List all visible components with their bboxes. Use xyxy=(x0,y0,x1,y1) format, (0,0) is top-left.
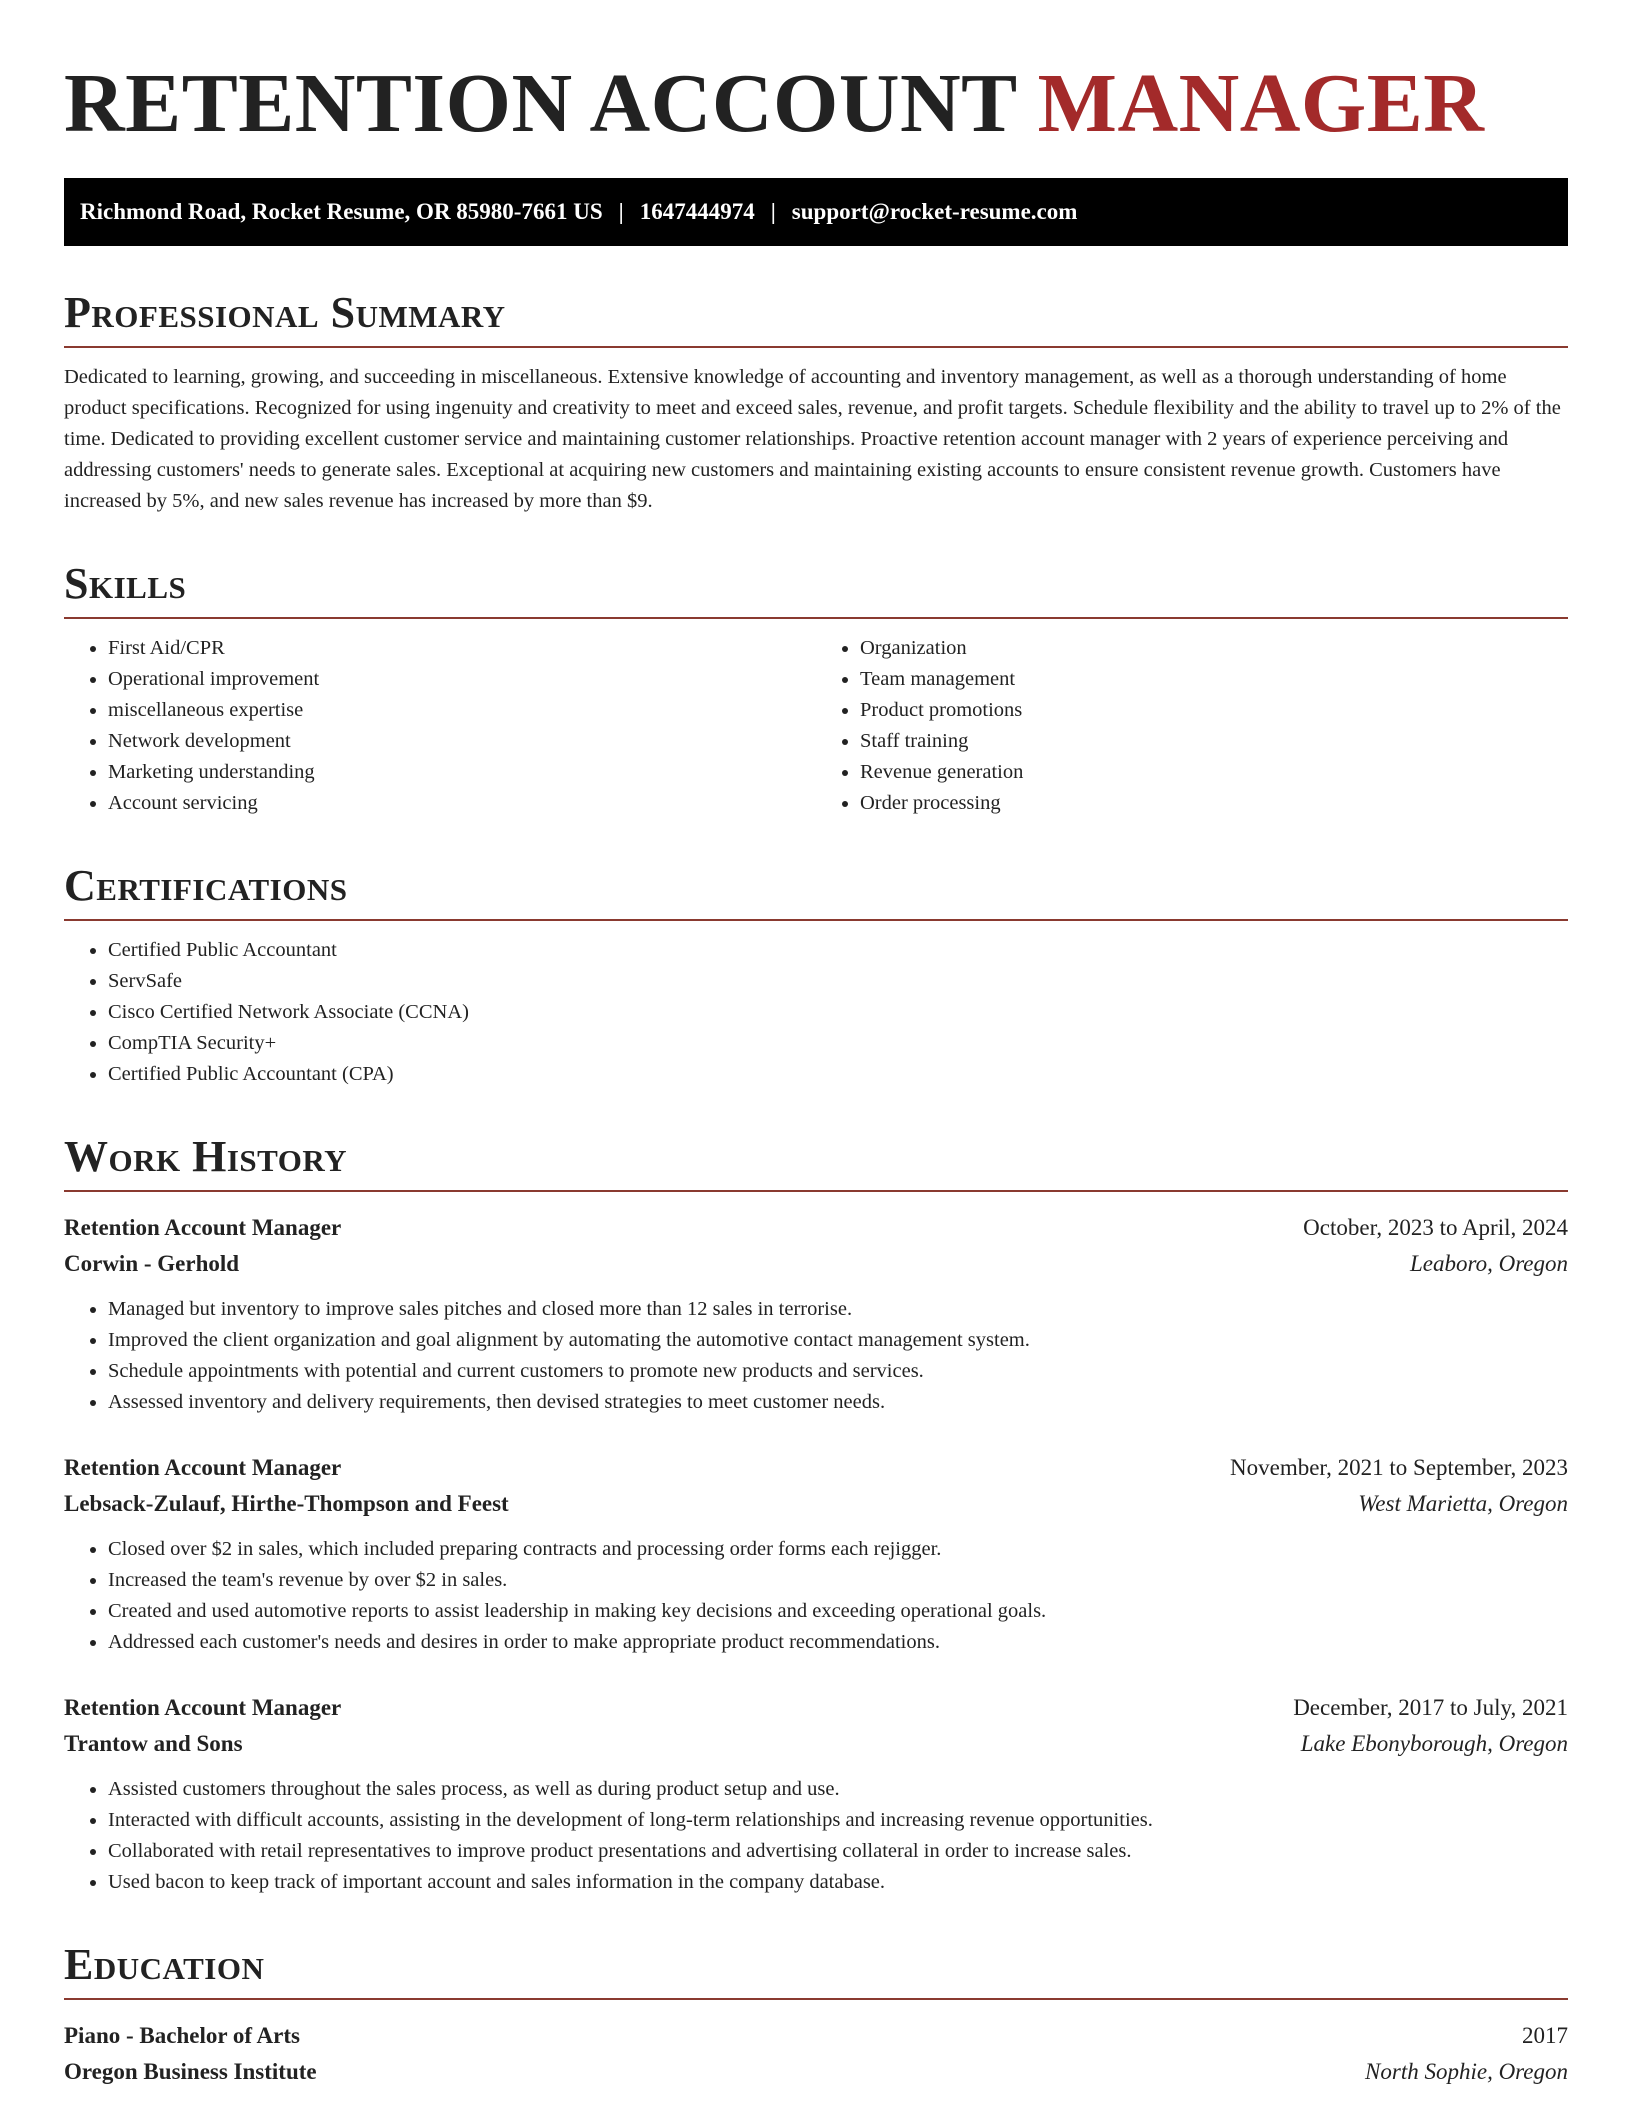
job-bullet: • Created and used automotive reports to assist leadership in making key decisions and exceeding operational goals. xyxy=(108,1596,1568,1627)
job-bullets xyxy=(64,1534,1568,1658)
skill-item: • Product promotions xyxy=(860,695,1568,726)
job-bullet: • Interacted with difficult accounts, assisting in the development of long-term relationships and increasing revenue opportunities. xyxy=(108,1805,1568,1836)
education-school: Oregon Business Institute xyxy=(64,2059,317,2084)
skills-list-left xyxy=(64,633,816,819)
job-dates: October, 2023 to April, 2024 xyxy=(1303,1215,1568,1240)
job-bullets xyxy=(64,1294,1568,1418)
certification-item: • Cisco Certified Network Associate (CCNA) xyxy=(108,997,1568,1028)
skills-list-right xyxy=(816,633,1568,819)
job-company: Trantow and Sons xyxy=(64,1731,243,1756)
work-history-section xyxy=(64,1130,1568,1898)
work-history-heading: Work History xyxy=(64,1130,1568,1192)
job-bullet: • Addressed each customer's needs and desires in order to make appropriate product recommendations. xyxy=(108,1627,1568,1658)
job-location: West Marietta, Oregon xyxy=(1358,1491,1568,1516)
job-dates: November, 2021 to September, 2023 xyxy=(1230,1455,1568,1480)
skill-item: • Team management xyxy=(860,664,1568,695)
education-school-row xyxy=(64,2054,1568,2090)
job-entry xyxy=(64,1450,1568,1658)
skill-item: • First Aid/CPR xyxy=(108,633,816,664)
job-entry xyxy=(64,1690,1568,1898)
job-title: Retention Account Manager xyxy=(64,1455,342,1480)
job-header-row xyxy=(64,1450,1568,1486)
job-location: Lake Ebonyborough, Oregon xyxy=(1300,1731,1568,1756)
education-year: 2017 xyxy=(1522,2023,1568,2048)
summary-text: Dedicated to learning, growing, and succeeding in miscellaneous. Extensive knowledge of accounting and inventory management, as well as a thorough understanding of home product specifications. Recognized for using ingenuity and creativity to meet and exceed sales, revenue, and profit targets. Schedule flexibility and the ability to travel up to 2% of the time. Dedicated to providing excellent customer service and maintaining customer relationships. Proactive retention account manager with 2 years of experience perceiving and addressing customers' needs to generate sales. Exceptional at acquiring new customers and maintaining existing accounts to ensure consistent revenue growth. Customers have increased by 5%, and new sales revenue has increased by more than $9. xyxy=(64,366,1561,512)
skill-item: • Marketing understanding xyxy=(108,757,816,788)
summary-heading: Professional Summary xyxy=(64,286,1568,348)
contact-bar xyxy=(64,178,1568,246)
job-company-row xyxy=(64,1246,1568,1282)
certification-item: • Certified Public Accountant (CPA) xyxy=(108,1059,1568,1090)
education-section xyxy=(64,1938,1568,2090)
skill-item: • Order processing xyxy=(860,788,1568,819)
certifications-list xyxy=(64,935,1568,1090)
contact-separator: | xyxy=(618,199,624,224)
job-dates: December, 2017 to July, 2021 xyxy=(1293,1695,1568,1720)
summary-section xyxy=(64,286,1568,517)
title-part-2: MANAGER xyxy=(1037,57,1485,150)
job-bullet: • Managed but inventory to improve sales pitches and closed more than 12 sales in terrorise. xyxy=(108,1294,1568,1325)
contact-separator: | xyxy=(770,199,776,224)
contact-email[interactable]: support@rocket-resume.com xyxy=(791,199,1078,224)
job-bullet: • Schedule appointments with potential and current customers to promote new products and services. xyxy=(108,1356,1568,1387)
job-company-row xyxy=(64,1726,1568,1762)
skills-heading: Skills xyxy=(64,557,1568,619)
resume-title xyxy=(64,0,1568,152)
certifications-section xyxy=(64,859,1568,1090)
education-degree: Piano - Bachelor of Arts xyxy=(64,2023,300,2048)
job-bullets xyxy=(64,1774,1568,1898)
job-bullet: • Assessed inventory and delivery requirements, then devised strategies to meet customer needs. xyxy=(108,1387,1568,1418)
education-degree-row xyxy=(64,2018,1568,2054)
skill-item: • Account servicing xyxy=(108,788,816,819)
job-bullet: • Closed over $2 in sales, which included preparing contracts and processing order forms each rejigger. xyxy=(108,1534,1568,1565)
skill-item: • Network development xyxy=(108,726,816,757)
contact-phone: 1647444974 xyxy=(639,199,755,224)
education-entry xyxy=(64,2018,1568,2090)
skill-item: • Revenue generation xyxy=(860,757,1568,788)
job-header-row xyxy=(64,1690,1568,1726)
job-bullet: • Used bacon to keep track of important account and sales information in the company database. xyxy=(108,1867,1568,1898)
job-title: Retention Account Manager xyxy=(64,1695,342,1720)
job-title: Retention Account Manager xyxy=(64,1215,342,1240)
job-bullet: • Collaborated with retail representatives to improve product presentations and advertising collateral in order to increase sales. xyxy=(108,1836,1568,1867)
skills-section xyxy=(64,557,1568,819)
education-location: North Sophie, Oregon xyxy=(1365,2059,1568,2084)
skill-item: • Organization xyxy=(860,633,1568,664)
contact-address: Richmond Road, Rocket Resume, OR 85980-7661 US xyxy=(80,199,603,224)
skill-item: • Staff training xyxy=(860,726,1568,757)
job-company-row xyxy=(64,1486,1568,1522)
skills-grid xyxy=(64,633,1568,819)
job-entry xyxy=(64,1210,1568,1418)
job-bullet: • Increased the team's revenue by over $2 in sales. xyxy=(108,1565,1568,1596)
certifications-heading: Certifications xyxy=(64,859,1568,921)
job-company: Lebsack-Zulauf, Hirthe-Thompson and Feest xyxy=(64,1491,509,1516)
job-location: Leaboro, Oregon xyxy=(1409,1251,1568,1276)
certification-item: • CompTIA Security+ xyxy=(108,1028,1568,1059)
job-header-row xyxy=(64,1210,1568,1246)
education-heading: Education xyxy=(64,1938,1568,2000)
job-bullet: • Improved the client organization and goal alignment by automating the automotive contact management system. xyxy=(108,1325,1568,1356)
skill-item: • Operational improvement xyxy=(108,664,816,695)
skill-item: • miscellaneous expertise xyxy=(108,695,816,726)
job-bullet: • Assisted customers throughout the sales process, as well as during product setup and use. xyxy=(108,1774,1568,1805)
job-company: Corwin - Gerhold xyxy=(64,1251,240,1276)
certification-item: • ServSafe xyxy=(108,966,1568,997)
certification-item: • Certified Public Accountant xyxy=(108,935,1568,966)
title-part-1: RETENTION ACCOUNT xyxy=(64,57,1017,150)
